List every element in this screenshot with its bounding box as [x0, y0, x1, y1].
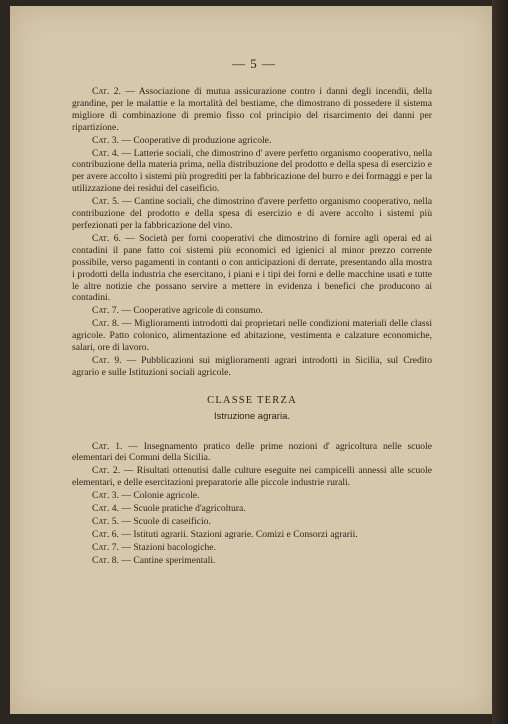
category-entry: [72, 441, 432, 465]
category-number: Cat. 9.: [92, 354, 122, 366]
category-entry: [72, 305, 432, 317]
document-body: [72, 86, 432, 568]
category-number: Cat. 7.: [92, 541, 119, 553]
category-text: — Scuole di caseificio.: [118, 516, 211, 527]
category-text: — Cantine sociali, che dimostrino d'avere perfetto organismo cooperativo, nella contribuzione del prodotto e della spesa di esercizio e di avere accolto i sistemi più perfezionati per la fabbricazione del vino.: [72, 196, 433, 231]
category-number: Cat. 4.: [92, 503, 119, 515]
category-number: Cat. 6.: [92, 528, 119, 540]
category-text: — Pubblicazioni sui miglioramenti agrari introdotti in Sicilia, sul Credito agrario e sulle Istituzioni sociali agricole.: [72, 354, 432, 378]
category-entry: [72, 490, 432, 502]
category-text: — Colonie agricole.: [118, 490, 200, 502]
category-number: Cat. 5.: [92, 196, 120, 208]
category-number: Cat. 1.: [92, 440, 123, 452]
category-text: — Associazione di mutua assicurazione contro i danni degli incendii, della grandine, per le malattie e la mortalità del bestiame, che dimostrano di possedere il sistema migliore di combinazione di premio fisso col principio del risarcimento dei danni per ripartizione.: [72, 86, 432, 133]
category-number: Cat. 7.: [92, 305, 119, 317]
category-number: Cat. 3.: [92, 134, 119, 146]
category-entry: [72, 529, 432, 541]
category-text: — Stazioni bacologiche.: [118, 541, 216, 553]
category-text: — Scuole pratiche d'agricoltura.: [118, 503, 246, 515]
category-entry: [72, 196, 432, 232]
category-number: Cat. 2.: [92, 465, 121, 477]
category-number: Cat. 4.: [92, 147, 120, 159]
page-number: — 5 —: [232, 56, 276, 71]
category-entry: [72, 465, 432, 489]
category-number: Cat. 8.: [92, 318, 120, 330]
category-entry: [72, 233, 432, 304]
section-subtitle: Istruzione agraria.: [213, 410, 291, 422]
category-text: — Società per forni cooperativi che dimostrino di fornire agli operai ed ai contadini il pane fatto coi sistemi più economici ed igienici al minor prezzo corrente possibile, verso pagamenti in contanti o con anticipazioni di derrate, presentando alla mostra i prodotti della industria che esercitano, i piani e i tipi dei forni e delle macchine usati e tutte le altre notizie che possano servire a mettere in evidenza i benefici che producono ai contadini.: [72, 232, 432, 304]
category-entry: [72, 135, 432, 147]
category-number: Cat. 2.: [92, 86, 121, 97]
category-number: Cat. 3.: [92, 490, 119, 502]
category-entry: [72, 86, 432, 134]
category-number: Cat. 8.: [92, 554, 119, 566]
category-entry: [72, 516, 432, 528]
category-entry: [72, 355, 432, 379]
category-text: — Cooperative di produzione agricole.: [118, 134, 272, 146]
category-text: — Latterie sociali, che dimostrino d' avere perfetto organismo cooperativo, nella contribuzione della materia prima, nella distribuzione del prodotto e della spesa di esercizio e per avere accolto i sistemi più progrediti per la fabbricazione del burro e dei formaggi e per la utilizzazione dei residui del caseificio.: [72, 147, 432, 195]
category-entry: [72, 148, 432, 196]
category-entry: [72, 542, 432, 554]
category-text: — Cantine sperimentali.: [118, 554, 216, 566]
category-number: Cat. 6.: [92, 232, 121, 244]
category-text: — Miglioramenti introdotti dai proprietari nelle condizioni materiali delle classi agricole. Patto colonico, alimentazione ed abitazione, vestimenta e calzature economiche, salari, ore di lavoro.: [72, 318, 432, 354]
category-entry: [72, 503, 432, 515]
category-text: — Insegnamento pratico delle prime nozioni d' agricoltura nelle scuole elementari dei Comuni della Sicilia.: [72, 440, 432, 464]
category-number: Cat. 5.: [92, 516, 119, 527]
category-entry: [72, 555, 432, 567]
category-text: — Risultati ottenutisi dalle culture eseguite nei campicelli annessi alle scuole elementari, e delle esercitazioni preparatorie alle piccole industrie rurali.: [72, 465, 433, 489]
page-binding-edge: [492, 0, 508, 724]
category-text: — Cooperative agricole di consumo.: [118, 305, 263, 317]
section-title: CLASSE TERZA: [207, 394, 297, 406]
category-text: — Istituti agrarii. Stazioni agrarie. Comizi e Consorzi agrarii.: [118, 528, 358, 540]
category-entry: [72, 318, 432, 354]
